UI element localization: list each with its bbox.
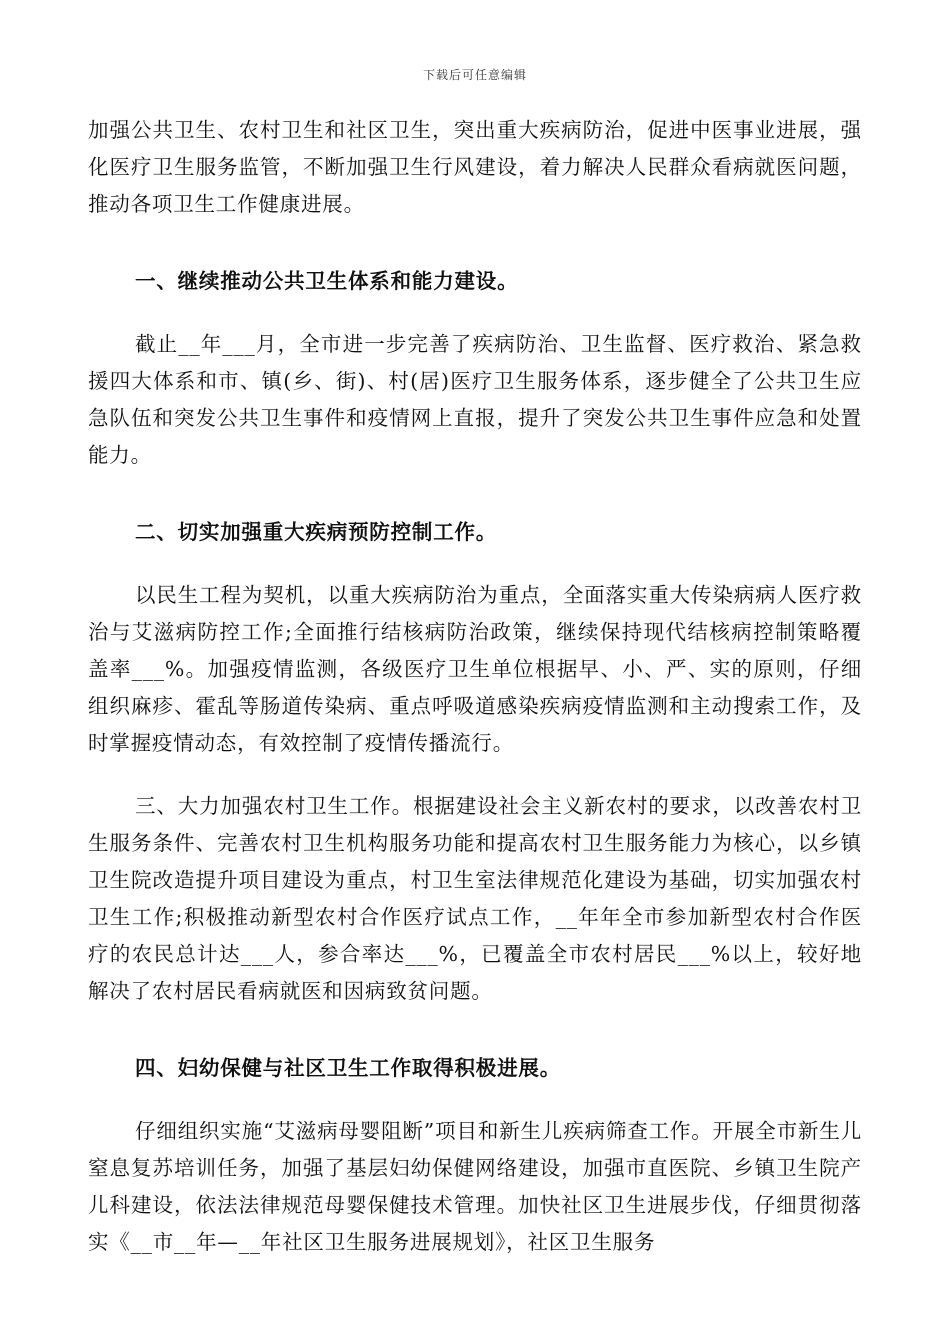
page-header: 下载后可任意编辑	[422, 68, 527, 82]
section-1-heading: 一、继续推动公共卫生体系和能力建设。	[135, 269, 519, 293]
section-4-heading: 四、妇幼保健与社区卫生工作取得积极进展。	[135, 1056, 561, 1080]
section-4-paragraph: 仔细组织实施“艾滋病母婴阻断”项目和新生儿疾病筛查工作。开展全市新生儿窒息复苏培训任务，加强了基层妇幼保健网络建设，加强市直医院、乡镇卫生院产儿科建设，依法法律规范母婴保健技术管理。加快社区卫生进展步伐，仔细贯彻落实《__市__年—__年社区卫生服务进展规划》，社区卫生服务	[88, 1119, 862, 1254]
section-3-paragraph: 三、大力加强农村卫生工作。根据建设社会主义新农村的要求，以改善农村卫生服务条件、完善农村卫生机构服务功能和提高农村卫生服务能力为核心，以乡镇卫生院改造提升项目建设为重点，村卫生室法律规范化建设为基础，切实加强农村卫生工作;积极推动新型农村合作医疗试点工作，__年年全市参加新型农村合作医疗的农民总计达___人，参合率达___%，已覆盖全市农村居民___%以上，较好地解决了农村居民看病就医和因病致贫问题。	[88, 794, 862, 1003]
section-2-heading: 二、切实加强重大疾病预防控制工作。	[135, 520, 498, 544]
section-1-paragraph: 截止__年___月，全市进一步完善了疾病防治、卫生监督、医疗救治、紧急救援四大体系和市、镇(乡、街)、村(居)医疗卫生服务体系，逐步健全了公共卫生应急队伍和突发公共卫生事件和疫情网上直报，提升了突发公共卫生事件应急和处置能力。	[88, 332, 862, 467]
document-body	[88, 112, 862, 1261]
intro-paragraph: 加强公共卫生、农村卫生和社区卫生，突出重大疾病防治，促进中医事业进展，强化医疗卫生服务监管，不断加强卫生行风建设，着力解决人民群众看病就医问题，推动各项卫生工作健康进展。	[88, 118, 862, 216]
section-2-paragraph: 以民生工程为契机，以重大疾病防治为重点，全面落实重大传染病病人医疗救治与艾滋病防控工作;全面推行结核病防治政策，继续保持现代结核病控制策略覆盖率___%。加强疫情监测，各级医疗卫生单位根据早、小、严、实的原则，仔细组织麻疹、霍乱等肠道传染病、重点呼吸道感染疾病疫情监测和主动搜索工作，及时掌握疫情动态，有效控制了疫情传播流行。	[88, 583, 862, 755]
